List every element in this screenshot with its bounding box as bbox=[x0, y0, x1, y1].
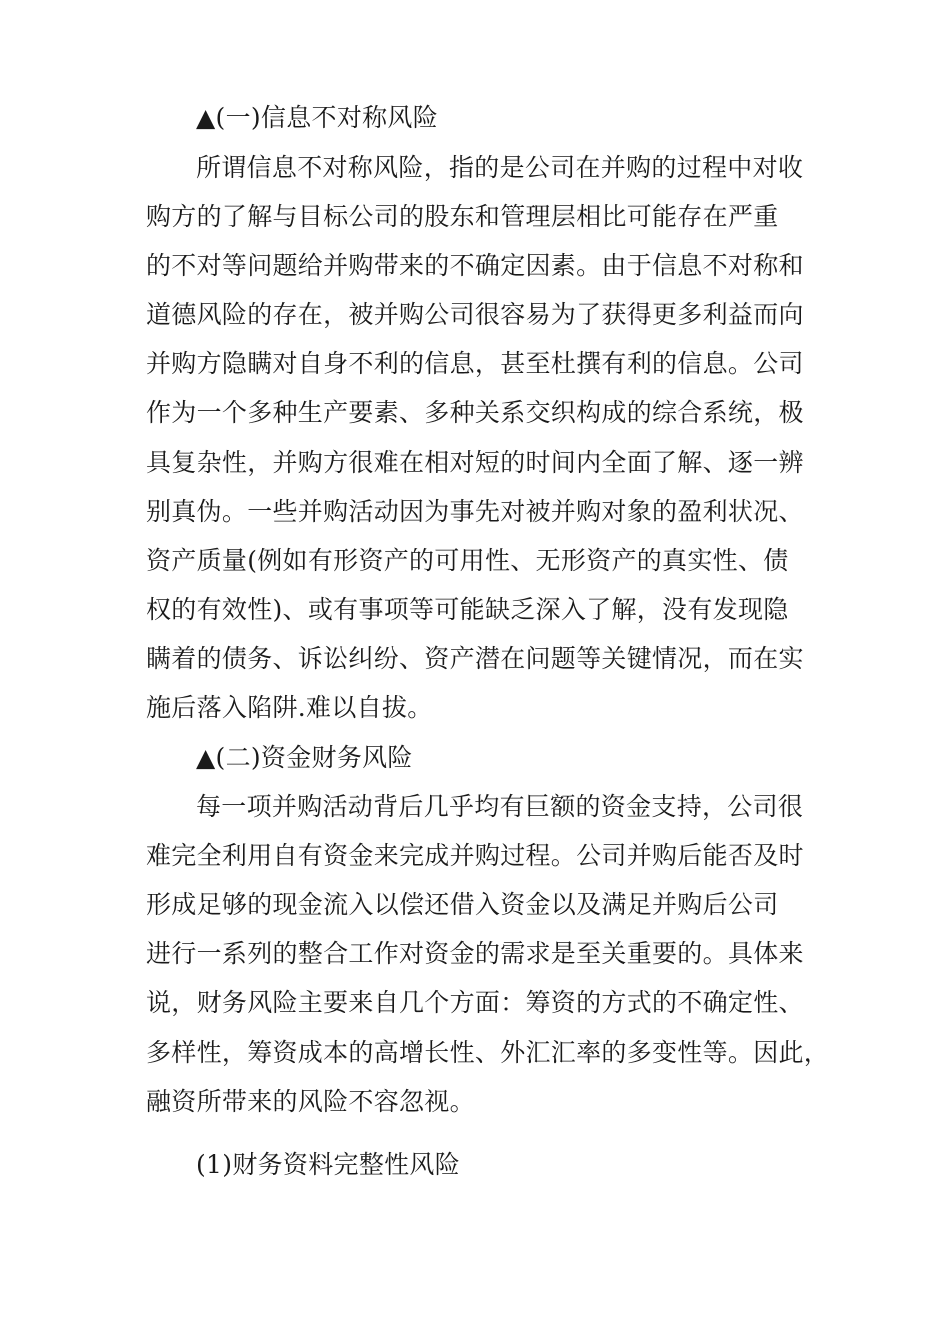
paragraph-line: 每一项并购活动背后几乎均有巨额的资金支持，公司很 bbox=[196, 792, 804, 821]
paragraph-line: 进行一系列的整合工作对资金的需求是至关重要的。具体来 bbox=[146, 939, 804, 968]
paragraph-line: 多样性，筹资成本的高增长性、外汇汇率的多变性等。因此， bbox=[146, 1038, 830, 1067]
paragraph-line: 施后落入陷阱.难以自拔。 bbox=[146, 693, 433, 722]
subheading-financial-data-integrity-risk: (1)财务资料完整性风险 bbox=[196, 1150, 461, 1179]
paragraph-line: 具复杂性，并购方很难在相对短的时间内全面了解、逐一辨 bbox=[146, 448, 804, 477]
paragraph-line: 购方的了解与目标公司的股东和管理层相比可能存在严重 bbox=[146, 202, 779, 231]
paragraph-line: 别真伪。一些并购活动因为事先对被并购对象的盈利状况、 bbox=[146, 497, 804, 526]
paragraph-line: 瞒着的债务、诉讼纠纷、资产潜在问题等关键情况，而在实 bbox=[146, 644, 804, 673]
paragraph-line: 并购方隐瞒对自身不利的信息，甚至杜撰有利的信息。公司 bbox=[146, 349, 804, 378]
paragraph-line: 所谓信息不对称风险，指的是公司在并购的过程中对收 bbox=[196, 153, 804, 182]
paragraph-line: 资产质量(例如有形资产的可用性、无形资产的真实性、债 bbox=[146, 546, 789, 575]
paragraph-line: 道德风险的存在，被并购公司很容易为了获得更多利益而向 bbox=[146, 300, 804, 329]
paragraph-line: 融资所带来的风险不容忽视。 bbox=[146, 1087, 475, 1116]
section-heading-capital-financial-risk: ▲(二)资金财务风险 bbox=[196, 743, 413, 772]
paragraph-line: 作为一个多种生产要素、多种关系交织构成的综合系统，极 bbox=[146, 398, 804, 427]
paragraph-line: 说，财务风险主要来自几个方面：筹资的方式的不确定性、 bbox=[146, 988, 804, 1017]
paragraph-line: 形成足够的现金流入以偿还借入资金以及满足并购后公司 bbox=[146, 890, 779, 919]
paragraph-line: 的不对等问题给并购带来的不确定因素。由于信息不对称和 bbox=[146, 251, 804, 280]
section-heading-information-asymmetry: ▲(一)信息不对称风险 bbox=[196, 103, 439, 132]
paragraph-line: 难完全利用自有资金来完成并购过程。公司并购后能否及时 bbox=[146, 841, 804, 870]
paragraph-line: 权的有效性)、或有事项等可能缺乏深入了解，没有发现隐 bbox=[146, 595, 789, 624]
